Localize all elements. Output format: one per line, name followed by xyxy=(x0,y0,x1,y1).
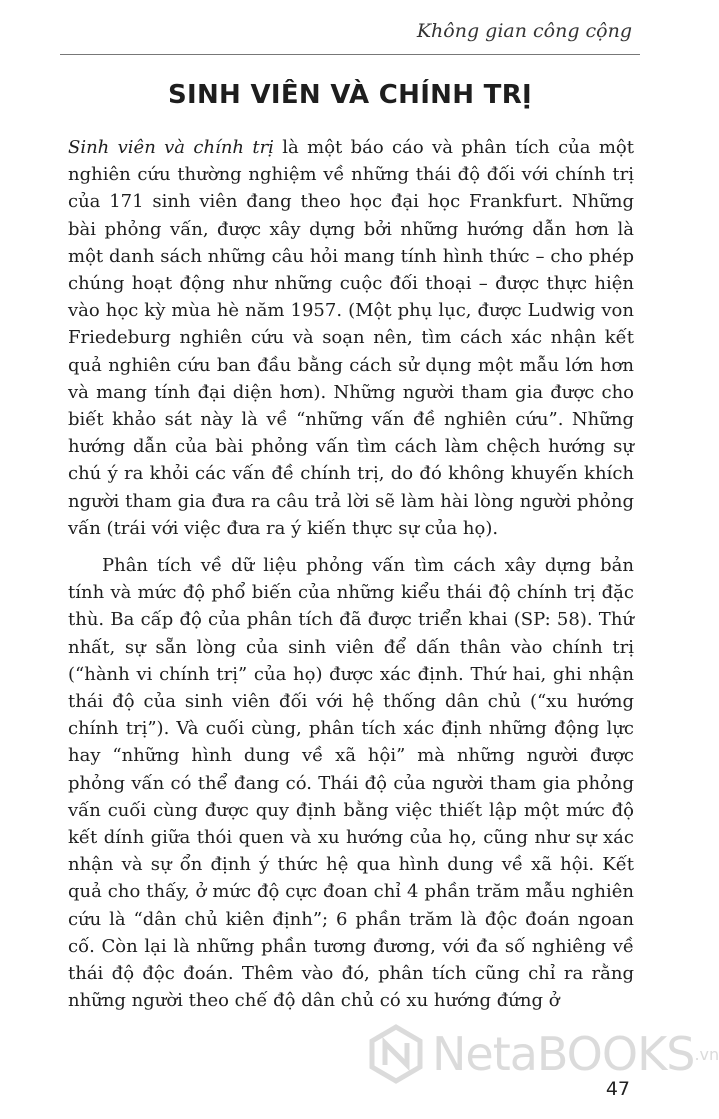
body-text xyxy=(68,134,634,1025)
page-number: 47 xyxy=(605,1078,630,1100)
running-head: Không gian công cộng xyxy=(416,20,632,42)
watermark-brand: NetaBOOKS xyxy=(432,1027,695,1081)
header-divider xyxy=(60,54,640,55)
paragraph-2: Phân tích về dữ liệu phỏng vấn tìm cách xây dựng bản tính và mức độ phổ biến của những kiểu thái độ chính trị đặc thù. Ba cấp độ của phân tích đã được triển khai (SP: 58). Thứ nhất, sự sẵn lòng của sinh viên để dấn thân vào chính trị (“hành vi chính trị” của họ) được xác định. Thứ hai, ghi nhận thái độ của sinh viên đối với hệ thống dân chủ (“xu hướng chính trị”). Và cuối cùng, phân tích xác định những động lực hay “những hình dung về xã hội” mà những người được phỏng vấn có thể đang có. Thái độ của người tham gia phỏng vấn cuối cùng được quy định bằng việc thiết lập một mức độ kết dính giữa thói quen và xu hướng của họ, cũng như sự xác nhận và sự ổn định ý thức hệ qua hình dung về xã hội. Kết quả cho thấy, ở mức độ cực đoan chỉ 4 phần trăm mẫu nghiên cứu là “dân chủ kiên định”; 6 phần trăm là độc đoán ngoan cố. Còn lại là những phần tương đương, với đa số nghiêng về thái độ độc đoán. Thêm vào đó, phân tích cũng chỉ ra rằng những người theo chế độ dân chủ có xu hướng đứng ở xyxy=(68,555,634,1012)
paragraph-1-text: là một báo cáo và phân tích của một nghiên cứu thường nghiệm về những thái độ đối với chính trị của 171 sinh viên đang theo học đại học Frankfurt. Những bài phỏng vấn, được xây dựng bởi những hướng dẫn hơn là một danh sách những câu hỏi mang tính hình thức – cho phép chúng hoạt động như những cuộc đối thoại – được thực hiện vào học kỳ mùa hè năm 1957. (Một phụ lục, được Ludwig von Friedeburg nghiên cứu và soạn nên, tìm cách xác nhận kết quả nghiên cứu ban đầu bằng cách sử dụng một mẫu lớn hơn và mang tính đại diện hơn). Những người tham gia được cho biết khảo sát này là về “những vấn đề nghiên cứu”. Những hướng dẫn của bài phỏng vấn tìm cách làm chệch hướng sự chú ý ra khỏi các vấn đề chính trị, do đó không khuyến khích người tham gia đưa ra câu trả lời sẽ làm hài lòng người phỏng vấn (trái với việc đưa ra ý kiến thực sự của họ). xyxy=(68,137,634,539)
italic-book-title: Sinh viên và chính trị xyxy=(68,137,274,158)
watermark xyxy=(366,1024,719,1084)
paragraph-1 xyxy=(68,134,634,542)
watermark-suffix: .vn xyxy=(694,1044,719,1064)
chapter-title: SINH VIÊN VÀ CHÍNH TRỊ xyxy=(168,80,532,110)
brand-logo-icon xyxy=(366,1024,426,1084)
